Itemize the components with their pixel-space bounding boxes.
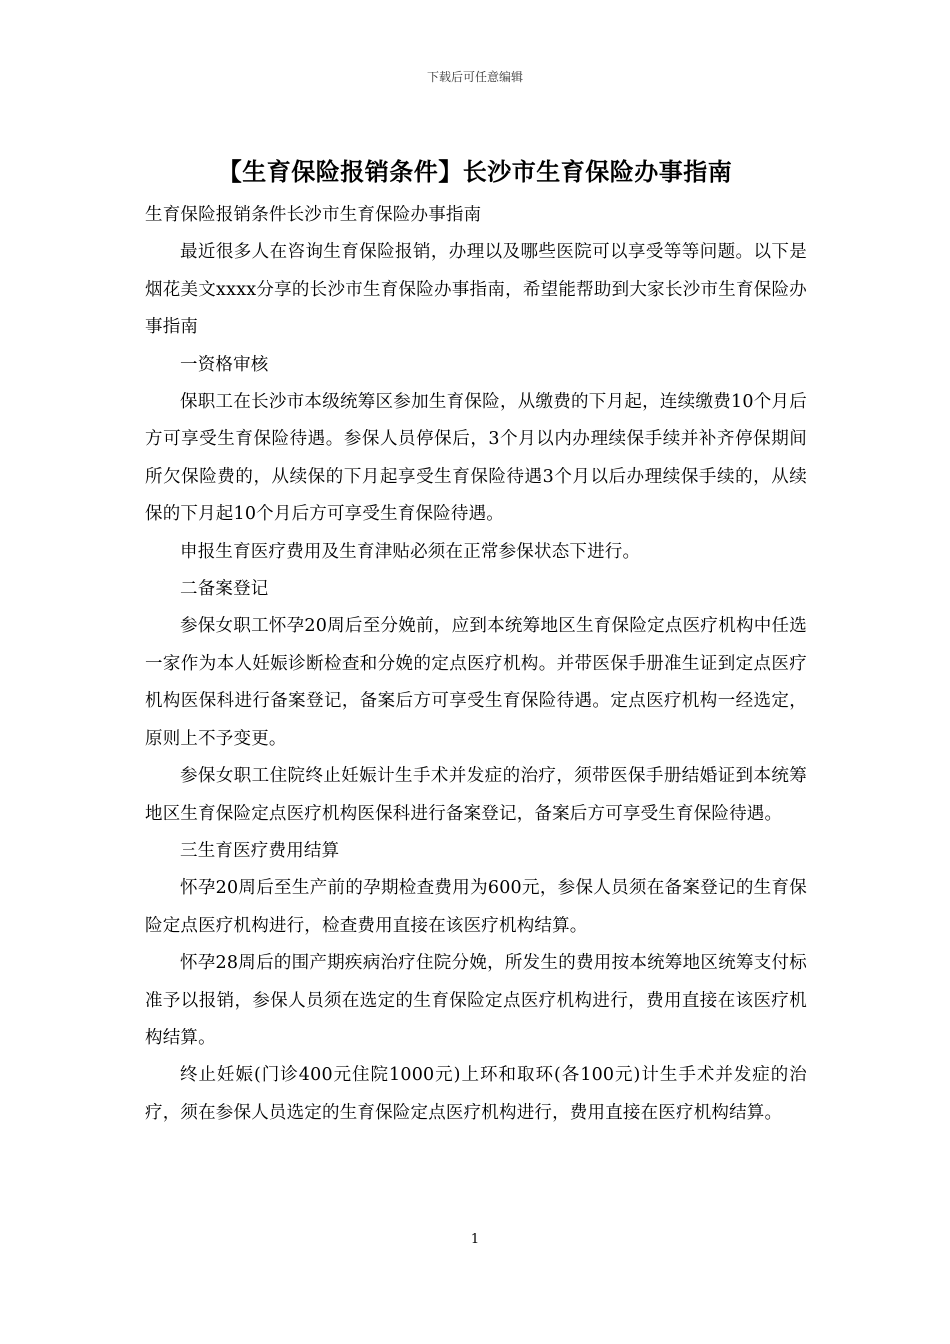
intro-paragraph: 最近很多人在咨询生育保险报销，办理以及哪些医院可以享受等等问题。以下是烟花美文xxxx分享的长沙市生育保险办事指南，希望能帮助到大家长沙市生育保险办事指南: [145, 242, 807, 338]
paragraph-application-status: 申报生育医疗费用及生育津贴必须在正常参保状态下进行。: [180, 541, 641, 562]
document-subtitle: 生育保险报销条件长沙市生育保险办事指南: [145, 205, 482, 225]
header-note: 下载后可任意编辑: [426, 70, 523, 84]
section-heading-settlement: 三生育医疗费用结算: [180, 840, 340, 861]
page-number: 1: [470, 1232, 480, 1247]
paragraph-qualification: 保职工在长沙市本级统筹区参加生育保险，从缴费的下月起，连续缴费10个月后方可享受生育保险待遇。参保人员停保后，3个月以内办理续保手续并补齐停保期间所欠保险费的，从续保的下月起享受生育保险待遇3个月以后办理续保手续的，从续保的下月起10个月后方可享受生育保险待遇。: [145, 392, 807, 525]
paragraph-settlement-delivery: 怀孕28周后的围产期疾病治疗住院分娩，所发生的费用按本统筹地区统筹支付标准予以报销，参保人员须在选定的生育保险定点医疗机构进行，费用直接在该医疗机构结算。: [145, 953, 807, 1048]
paragraph-registration-surgery: 参保女职工住院终止妊娠计生手术并发症的治疗，须带医保手册结婚证到本统筹地区生育保险定点医疗机构医保科进行备案登记，备案后方可享受生育保险待遇。: [145, 766, 807, 824]
document-body: [145, 197, 807, 1132]
section-heading-registration: 二备案登记: [180, 579, 269, 600]
document-title: 【生育保险报销条件】长沙市生育保险办事指南: [217, 158, 733, 186]
paragraph-settlement-termination: 终止妊娠(门诊400元住院1000元)上环和取环(各100元)计生手术并发症的治疗，须在参保人员选定的生育保险定点医疗机构进行，费用直接在医疗机构结算。: [145, 1065, 807, 1123]
section-heading-qualification: 一资格审核: [180, 354, 269, 375]
paragraph-registration-pregnancy: 参保女职工怀孕20周后至分娩前，应到本统筹地区生育保险定点医疗机构中任选一家作为本人妊娠诊断检查和分娩的定点医疗机构。并带医保手册准生证到定点医疗机构医保科进行备案登记，备案后方可享受生育保险待遇。定点医疗机构一经选定，原则上不予变更。: [145, 616, 807, 749]
paragraph-settlement-checkup: 怀孕20周后至生产前的孕期检查费用为600元，参保人员须在备案登记的生育保险定点医疗机构进行，检查费用直接在该医疗机构结算。: [145, 878, 807, 936]
